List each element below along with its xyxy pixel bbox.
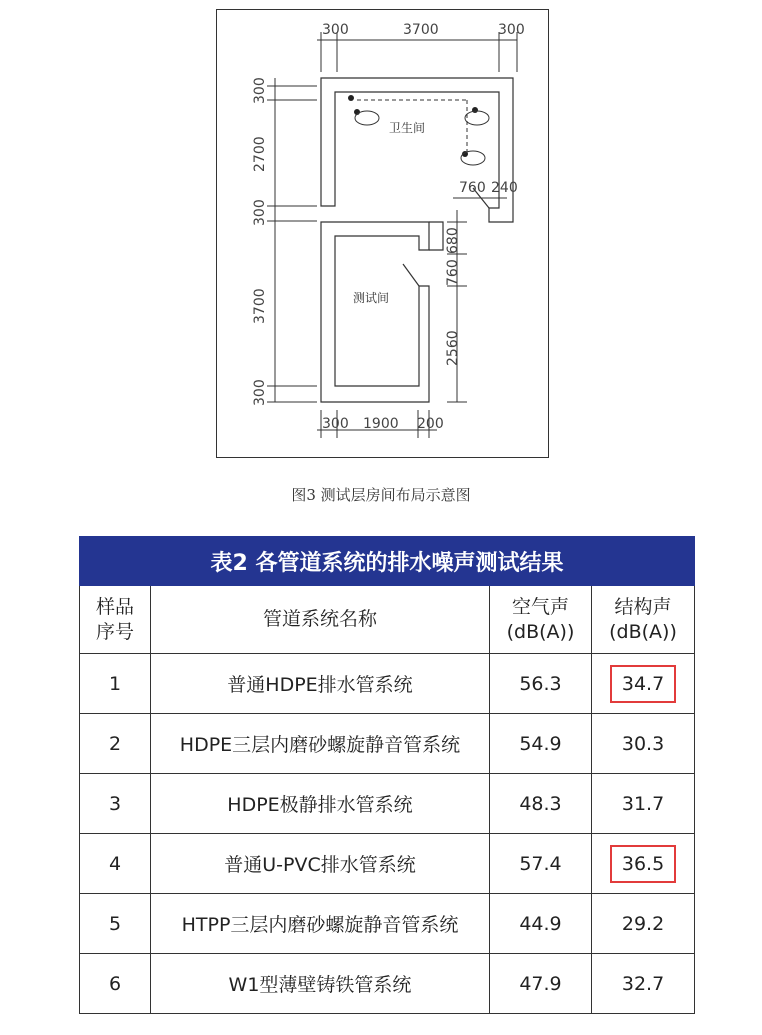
cell-struct: 29.2 [592,894,695,954]
dim-top-3: 300 [498,22,525,38]
table-row [80,714,695,774]
dim-left-4: 3700 [252,288,268,324]
figure-caption: 图3 测试层房间布局示意图 [291,486,471,504]
cell-name: HDPE极静排水管系统 [151,774,490,834]
header-sample-no [80,586,151,654]
cell-name: HTPP三层内磨砂螺旋静音管系统 [151,894,490,954]
table-row [80,834,695,894]
cell-air: 56.3 [490,654,592,714]
dim-top-2: 3700 [403,22,439,38]
dim-right-4: 760 [445,259,461,286]
cell-no: 3 [80,774,151,834]
header-system-name: 管道系统名称 [151,586,490,654]
room-label-test-room: 测试间 [353,291,390,305]
cell-name: HDPE三层内磨砂螺旋静音管系统 [151,714,490,774]
dim-bottom-3: 200 [417,416,444,432]
cell-name: 普通U-PVC排水管系统 [151,834,490,894]
floor-plan-drawing [217,10,550,459]
header-airborne-line1: 空气声 [511,595,569,618]
highlight-box: 36.5 [610,845,676,883]
results-table [79,536,695,1014]
cell-air: 54.9 [490,714,592,774]
floor-plan-figure [216,9,549,458]
cell-name: 普通HDPE排水管系统 [151,654,490,714]
dim-left-1: 300 [252,77,268,104]
cell-air: 44.9 [490,894,592,954]
header-structural-line2: (dB(A)) [609,620,677,643]
table-header-row [80,586,695,654]
dim-right-1: 760 [459,180,486,196]
dim-left-5: 300 [252,379,268,406]
cell-no: 1 [80,654,151,714]
header-airborne-line2: (dB(A)) [506,620,575,643]
table-title: 表2 各管道系统的排水噪声测试结果 [80,537,695,586]
room-label-bathroom: 卫生间 [389,121,426,135]
dim-right-2: 240 [491,180,518,196]
cell-no: 2 [80,714,151,774]
dim-left-2: 2700 [252,136,268,172]
cell-air: 57.4 [490,834,592,894]
dim-left-3: 300 [252,199,268,226]
table-title-row [80,537,695,586]
dim-bottom-1: 300 [322,416,349,432]
dim-right-5: 2560 [445,330,461,366]
cell-struct: 31.7 [592,774,695,834]
cell-no: 5 [80,894,151,954]
cell-struct: 32.7 [592,954,695,1014]
cell-air: 47.9 [490,954,592,1014]
header-airborne [490,586,592,654]
header-structural [592,586,695,654]
highlight-box: 34.7 [610,665,676,703]
dim-bottom-2: 1900 [363,416,399,432]
cell-name: W1型薄壁铸铁管系统 [151,954,490,1014]
cell-struct [592,654,695,714]
table-row [80,774,695,834]
header-sample-no-line2: 序号 [95,620,134,643]
header-sample-no-line1: 样品 [95,595,134,618]
cell-no: 4 [80,834,151,894]
header-structural-line1: 结构声 [614,595,672,618]
table-row [80,654,695,714]
cell-no: 6 [80,954,151,1014]
table-row [80,894,695,954]
dim-right-3: 680 [445,227,461,254]
cell-struct [592,834,695,894]
table-row [80,954,695,1014]
cell-air: 48.3 [490,774,592,834]
cell-struct: 30.3 [592,714,695,774]
dim-top-1: 300 [322,22,349,38]
